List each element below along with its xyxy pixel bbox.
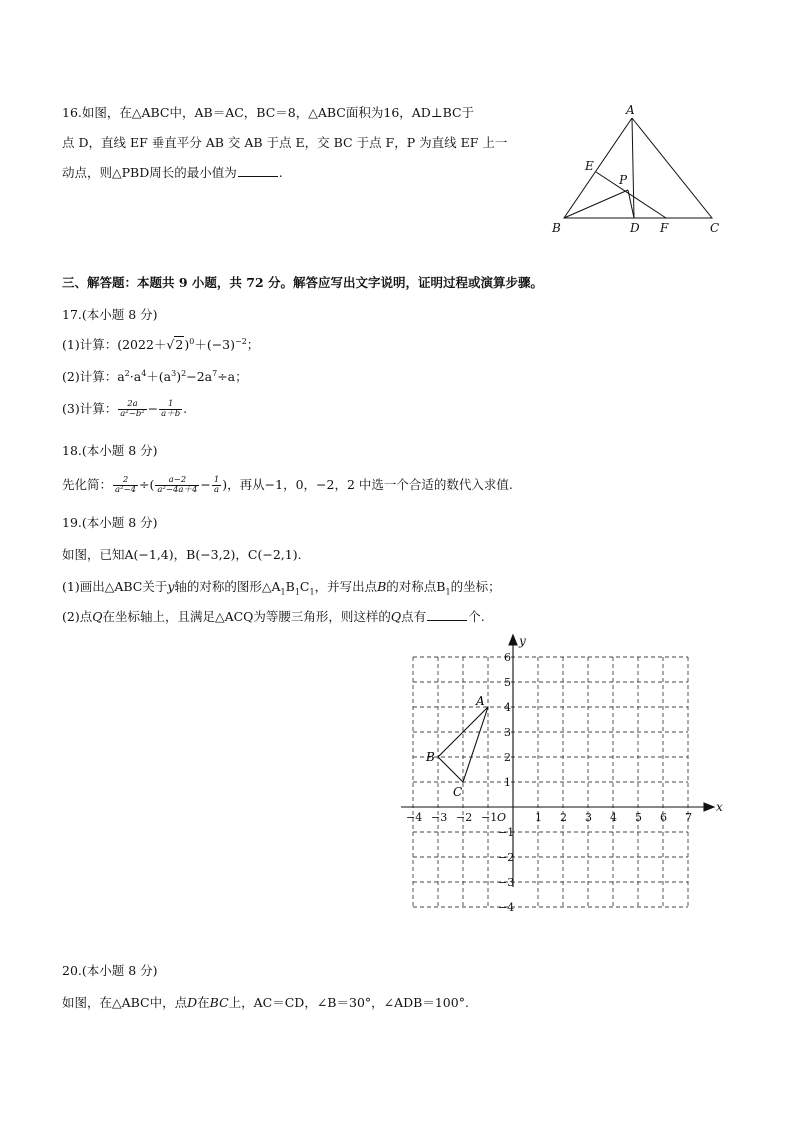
q17-fraction-2 [159,400,182,419]
y-tick-label: 2 [504,751,511,764]
q16-line3 [62,164,283,182]
x-tick-label: −1 [481,811,498,824]
q19-p1b: y [167,579,175,594]
q19-p1l: 1 [445,587,451,597]
q17-fraction-1 [118,400,146,419]
y-tick-label: −1 [498,826,515,839]
x-tick-label: 6 [660,811,667,824]
frac-numerator: 2 [113,476,138,486]
x-tick-label: 3 [585,811,592,824]
q18-div: ÷( [139,477,155,492]
q17-p1-prefix: (1)计算：(2022＋ [62,337,167,352]
q16-line3-end: . [278,165,283,180]
q17-p2-t6: ÷a； [217,369,248,384]
q19-part2 [62,608,485,626]
q17-p3-minus: − [147,401,159,416]
x-axis-arrow [704,803,714,811]
q17-p3-end: . [183,401,188,416]
q16-line2: 点 D，直线 EF 垂直平分 AB 交 AB 于点 E，交 BC 于点 F，P 为直线 EF 上一 [62,135,508,150]
y-tick-label: 3 [504,726,511,739]
label-A: A [626,103,635,117]
q19-p1e: B [285,579,295,594]
x-tick-label: −2 [456,811,473,824]
q20-text-a: 如图，在△ABC中，点 [62,995,188,1010]
q17-p1-end: ； [246,337,260,352]
q17-p2-prefix: (2)计算：a [62,369,125,384]
section3-heading-bold: 三、解答题：本题共 9 小题，共 72 分。 [62,275,294,290]
q20-title: 20.(本小题 8 分) [62,963,158,978]
q17-p2-e3: 3 [171,368,177,378]
q20-text-c: 在 [197,995,210,1010]
q17-p1-mid2: ＋(−3) [194,337,235,352]
answer-blank [238,164,278,177]
frac-numerator: a−2 [155,476,199,486]
q19-p2f: 个. [468,609,485,624]
label-P: P [619,173,628,187]
q18-prefix: 先化简： [62,477,113,492]
q16-line1: 16.如图，在△ABC中，AB＝AC，BC＝8，△ABC面积为16，AD⊥BC于 [62,105,475,120]
y-tick-label: 6 [504,651,511,664]
label-B: B [552,221,561,235]
label-D: D [630,221,640,235]
q19-p1j: B [377,579,387,594]
q20-text-d: BC [209,995,229,1010]
x-tick-label: −4 [406,811,423,824]
frac-denominator: a＋b [161,409,181,419]
q17-p2-t3: ＋(a [146,369,172,384]
q17-part2 [62,368,248,386]
q17-p1-root: 2 [175,337,184,352]
q19-p2e: 点有 [401,609,427,624]
q19-p2a: (2)点 [62,609,93,624]
line-ef [596,172,666,218]
x-tick-label: 2 [560,811,567,824]
frac-denominator: a [214,485,220,495]
q18-minus: − [200,477,211,492]
q18-body [62,476,513,495]
label-F: F [660,221,669,235]
q16-line3-text: 动点，则△PBD周长的最小值为 [62,165,237,180]
q19-p2c: 在坐标轴上，且满足△ACQ为等腰三角形，则这样的 [102,609,391,624]
q19-part1 [62,578,501,596]
x-tick-label: 1 [535,811,542,824]
y-tick-label: 4 [504,701,511,714]
q19-p1a: (1)画出△ABC关于 [62,579,168,594]
sqrt-symbol: √ [166,337,175,352]
x-tick-label: −3 [431,811,448,824]
frac-denominator: a²−4a＋4 [157,485,198,495]
section3-heading [62,274,543,292]
point-label-B: B [426,750,435,764]
q18-title: 18.(本小题 8 分) [62,443,158,458]
answer-blank [427,608,467,621]
q19-p1i: ，并写出点 [314,579,378,594]
point-label-C: C [453,785,463,799]
q19-p2b: Q [92,609,103,624]
frac-denominator: a²−b² [120,409,145,419]
q17-p2-e2: 4 [141,368,147,378]
y-tick-label: −2 [498,851,515,864]
y-axis-arrow [509,635,517,645]
q18-fraction-3 [212,476,221,495]
frac-numerator: 1 [159,400,182,410]
q18-fraction-1 [113,476,138,495]
x-tick-label: 4 [610,811,617,824]
q17-p2-t2: ·a [129,369,142,384]
y-axis-label: y [519,634,526,648]
x-tick-label: 7 [685,811,692,824]
x-tick-label: 5 [635,811,642,824]
q19-coordinate-grid [390,630,723,935]
point-label-A: A [476,694,485,708]
q19-p1d: 1 [280,587,286,597]
y-tick-label: 1 [504,776,511,789]
q17-p1-exp0: 0 [189,336,195,346]
q18-fraction-2 [155,476,199,495]
x-axis-label: x [716,800,723,814]
section3-heading-rest: 解答应写出文字说明，证明过程或演算步骤。 [293,275,544,290]
q17-part1 [62,336,259,354]
frac-numerator: 1 [213,475,220,485]
q19-p1f: 1 [294,587,300,597]
y-tick-label: −4 [498,901,515,914]
q17-p2-t4: ) [176,369,182,384]
q19-title: 19.(本小题 8 分) [62,515,158,530]
q20-text-b: D [187,995,198,1010]
origin-label: O [497,811,507,824]
q18-rest: )，再从−1，0，−2，2 中选一个合适的数代入求值. [222,477,513,492]
q17-p2-e4: 2 [181,368,187,378]
q17-p2-e5: 7 [212,368,218,378]
q16-triangle-figure [548,100,728,240]
q19-p1k: 的对称点B [386,579,446,594]
q19-p2d: Q [390,609,402,624]
y-tick-label: 5 [504,676,511,689]
q19-given: 如图，已知A(−1,4)，B(−3,2)，C(−2,1). [62,547,302,562]
q20-text-e: 上，AC＝CD，∠B＝30°，∠ADB＝100°. [228,995,469,1010]
q17-title: 17.(本小题 8 分) [62,307,158,322]
frac-numerator: 2a [118,400,146,410]
q17-part3 [62,400,187,419]
q17-p2-t5: −2a [186,369,213,384]
q20-body [62,994,469,1012]
q17-p1-mid: ) [184,337,190,352]
frac-denominator: a²−4 [115,485,137,495]
q19-p1m: 的坐标； [450,579,501,594]
q17-p3-prefix: (3)计算： [62,401,118,416]
q19-p1g: C [299,579,310,594]
y-tick-label: −3 [498,876,515,889]
q19-p1h: 1 [309,587,315,597]
label-C: C [710,221,720,235]
label-E: E [585,159,594,173]
line-ad [632,118,634,218]
q19-p1c: 轴的对称的图形△A [174,579,281,594]
q17-p2-e1: 2 [124,368,130,378]
q17-p1-exp1: −2 [235,336,247,346]
